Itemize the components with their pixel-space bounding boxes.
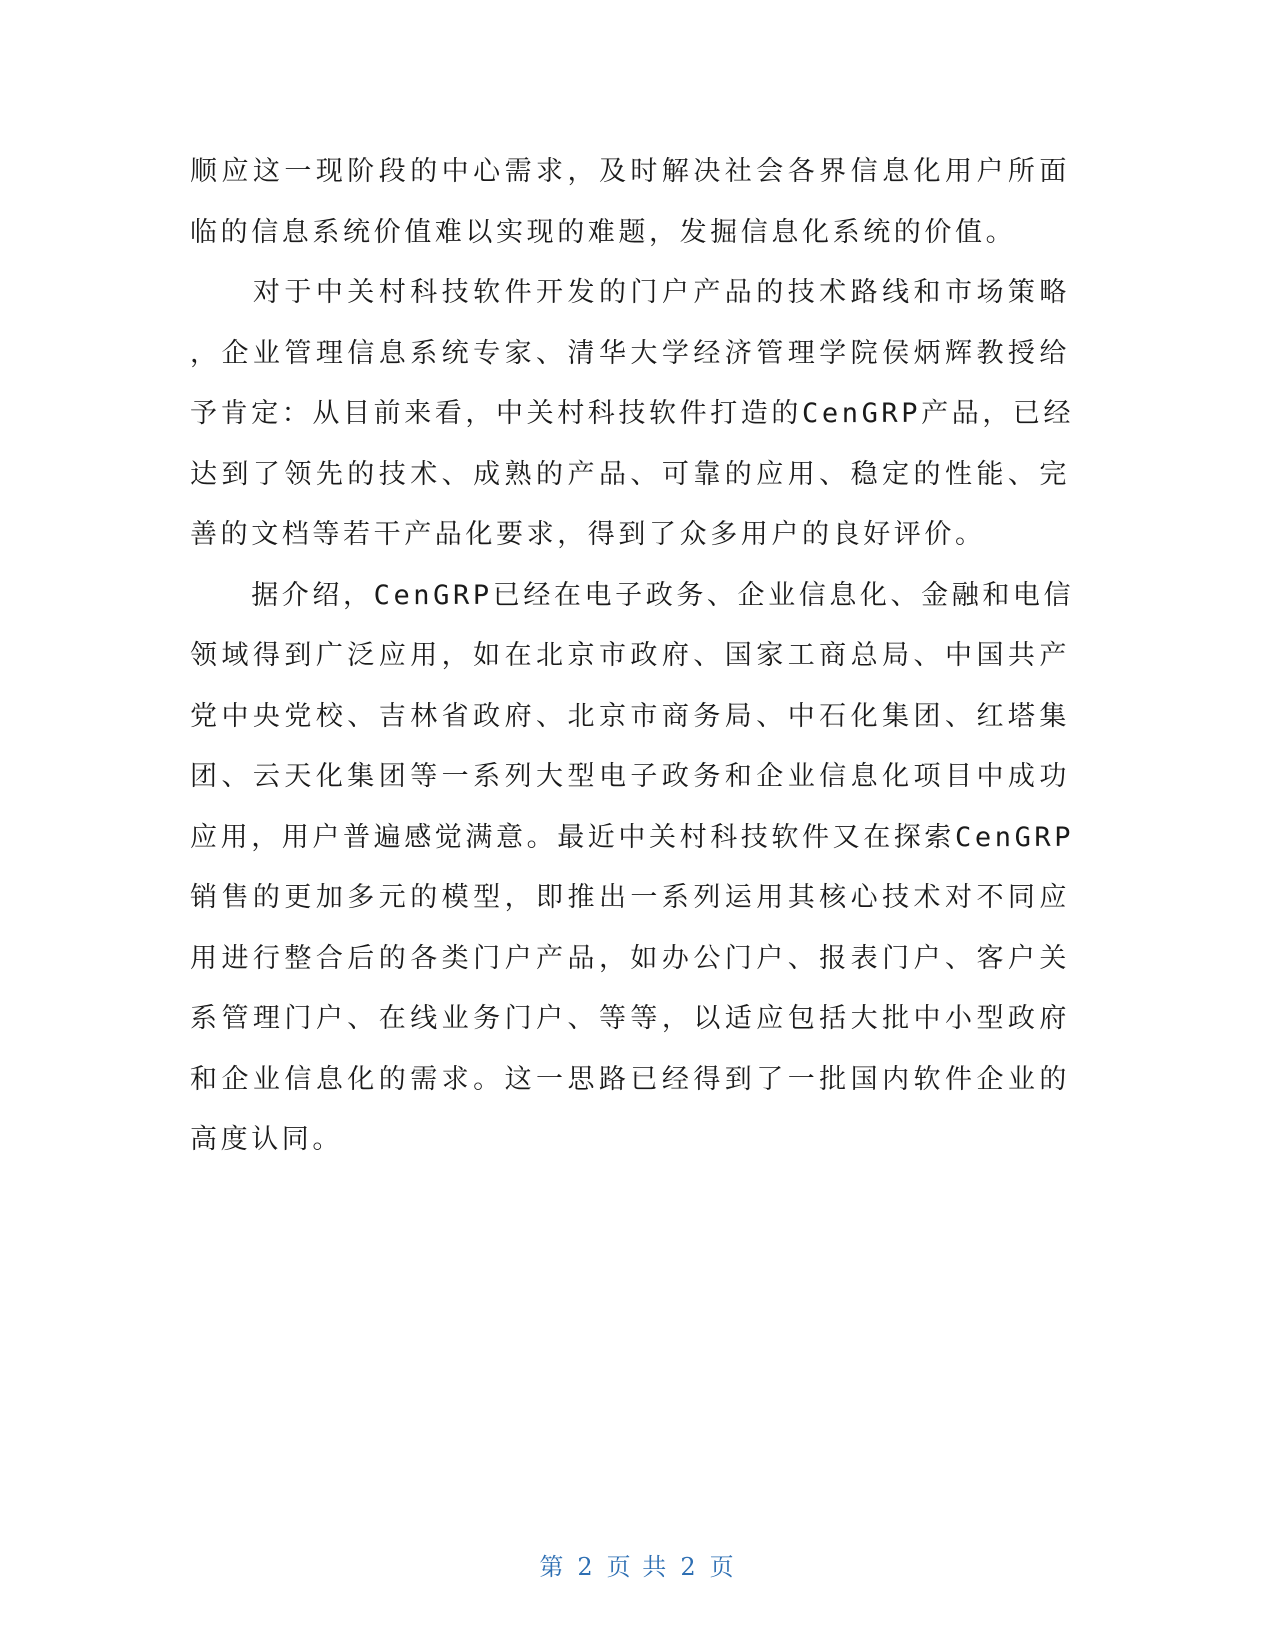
- text-line: 应用，用户普遍感觉满意。最近中关村科技软件又在探索CenGRP: [190, 821, 1075, 853]
- text-line: 和企业信息化的需求。这一思路已经得到了一批国内软件企业的: [190, 1063, 1070, 1095]
- footer-prefix: 第: [539, 1553, 566, 1581]
- text-line: 对于中关村科技软件开发的门户产品的技术路线和市场策略: [190, 277, 1070, 308]
- page-footer: [0, 1547, 1275, 1582]
- text-line: 达到了领先的技术、成熟的产品、可靠的应用、稳定的性能、完: [190, 458, 1070, 490]
- text-line: 销售的更加多元的模型，即推出一系列运用其核心技术对不同应: [190, 882, 1070, 913]
- text-line: 予肯定：从目前来看，中关村科技软件打造的CenGRP产品，已经: [190, 398, 1075, 429]
- current-page-number: 2: [577, 1553, 595, 1581]
- text-line: 党中央党校、吉林省政府、北京市商务局、中石化集团、红塔集: [190, 700, 1070, 732]
- text-line: 系管理门户、在线业务门户、等等，以适应包括大批中小型政府: [190, 1003, 1070, 1034]
- text-line: 高度认同。: [190, 1124, 343, 1155]
- text-line: 领域得到广泛应用，如在北京市政府、国家工商总局、中国共产: [190, 640, 1070, 671]
- body-text: [190, 142, 1075, 1171]
- text-line: 临的信息系统价值难以实现的难题，发掘信息化系统的价值。: [190, 216, 1017, 248]
- text-line: 用进行整合后的各类门户产品，如办公门户、报表门户、客户关: [190, 942, 1070, 974]
- text-line: ，企业管理信息系统专家、清华大学经济管理学院侯炳辉教授给: [190, 337, 1070, 369]
- text-line: 善的文档等若干产品化要求，得到了众多用户的良好评价。: [190, 519, 986, 550]
- footer-suffix: 页: [709, 1553, 736, 1581]
- total-page-number: 2: [680, 1553, 698, 1581]
- text-line: 团、云天化集团等一系列大型电子政务和企业信息化项目中成功: [190, 761, 1070, 792]
- footer-middle: 页 共: [606, 1553, 669, 1581]
- text-line: 顺应这一现阶段的中心需求，及时解决社会各界信息化用户所面: [190, 156, 1070, 187]
- text-line: 据介绍，CenGRP已经在电子政务、企业信息化、金融和电信: [190, 579, 1075, 611]
